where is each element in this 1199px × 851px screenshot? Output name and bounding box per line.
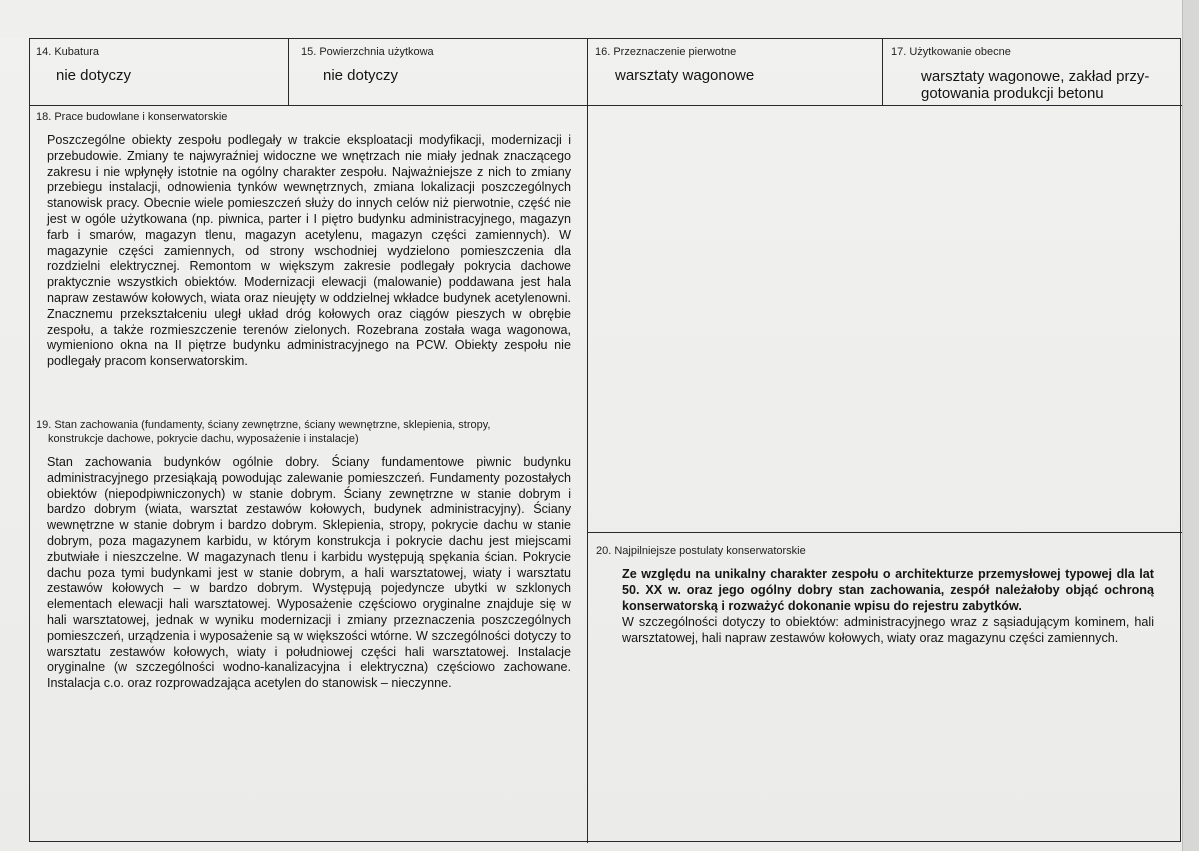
field-uzytkowanie-value: warsztaty wagonowe, zakład przy-gotowania produkcji betonu — [921, 68, 1150, 102]
field-postulaty-text: W szczególności dotyczy to obiektów: administracyjnego wraz z sąsiadującym kominem, hali warsztatowej, hali napraw zestawów kołowych, wiaty oraz magazynu części zamiennych. — [622, 615, 1154, 645]
field-stan-zachowania-label-1: 19. Stan zachowania (fundamenty, ściany zewnętrzne, ściany wewnętrzne, sklepienia, stropy, — [36, 419, 491, 431]
field-prace-budowlane-text: Poszczególne obiekty zespołu podlegały w trakcie eksploatacji modyfikacji, modernizacji i przebudowie. Zmiany te najwyraźniej widoczne we wnętrzach nie miały jednak znaczącego zakresu i nie wpłynęły istotnie na ogólny charakter zespołu. Najważniejsze z nich to zmiany przebiegu instalacji, odnowienia tynków wewnętrznych, zmiana lokalizacji poszczególnych stanowisk pracy. Obecnie wiele pomieszczeń służy do innych celów niż pierwotnie, część nie jest w ogóle użytkowana (np. piwnica, parter i I piętro budynku administracyjnego, magazyn farb i smarów, magazyn tlenu, magazyn acetylenu, magazyn części zamiennych). W magazynie części zamiennych, od strony wschodniej wydzielono pomieszczenia dla rozdzielni elektrycznej. Remontom w większym zakresie podlegały pokrycia dachowe praktycznie wszystkich obiektów. Modernizacji elewacji (malowanie) poddawana jest hala napraw zestawów kołowych, wiata oraz nieujęty w oddzielnej wkładce budynek acetylenowni. Znacznemu przekształceniu uległ układ dróg kołowych oraz ciągów pieszych w obrębie zespołu, a także rozmieszczenie terenów zielonych. Rozebrana została waga wagonowa, wymieniono okna na II piętrze budynku administracyjnego na PCW. Obiekty zespołu nie podlegały pracom konserwatorskim. — [47, 133, 571, 369]
field-kubatura-label: 14. Kubatura — [36, 46, 99, 58]
field-powierzchnia-label: 15. Powierzchnia użytkowa — [301, 46, 434, 58]
form-frame — [29, 38, 1181, 842]
field-przeznaczenie-label: 16. Przeznaczenie pierwotne — [595, 46, 737, 58]
field-prace-budowlane — [30, 106, 587, 406]
page-edge-shadow — [1182, 0, 1199, 851]
field-stan-zachowania — [30, 414, 587, 834]
page-top-margin — [0, 0, 1199, 38]
field-powierzchnia — [289, 39, 587, 105]
field-uzytkowanie-label: 17. Użytkowanie obecne — [891, 46, 1011, 58]
field-prace-budowlane-label: 18. Prace budowlane i konserwatorskie — [36, 111, 228, 123]
field-przeznaczenie-value: warsztaty wagonowe — [615, 67, 755, 84]
field-postulaty-label: 20. Najpilniejsze postulaty konserwatorskie — [596, 545, 806, 557]
field-kubatura-value: nie dotyczy — [56, 67, 132, 84]
field-stan-zachowania-label-2: konstrukcje dachowe, pokrycie dachu, wyposażenie i instalacje) — [48, 433, 359, 445]
field-przeznaczenie — [588, 39, 882, 105]
field-stan-zachowania-text: Stan zachowania budynków ogólnie dobry. Ściany fundamentowe piwnic budynku administracyjnego przesiąkają powodując zalewanie pomieszczeń. Fundamenty pozostałych obiektów (niepodpiwniczonych) w stanie dobrym. Ściany zewnętrzne w stanie dobrym i bardzo dobrym (wiata, warsztat zestawów kołowych, budynek administracyjny). Ściany wewnętrzne w stanie dobrym i bardzo dobrym. Sklepienia, stropy, pokrycie dachu w stanie dobrym, poza magazynem karbidu, w którym konstrukcja i pokrycie dachu jest miejscami zbutwiałe i nieszczelne. W magazynach tlenu i karbidu występują spękania ścian. Pokrycie dachu poza tymi budynkami jest w stanie dobrym, a hali warsztatowej, wiaty i warsztatu zestawów kołowych – w bardzo dobrym. Występują pojedyncze ubytki w szklonych elementach elewacji hali warsztatowej. Wyposażenie częściowo oryginalne znajduje się w hali warsztatowej, jednak w wyniku modernizacji i zmiany przeznaczenia poszczególnych pomieszczeń, urządzenia i wyposażenie są w większości wtórne. W szczególności dotyczy to warsztatu zestawów kołowych, wiaty i południowej części hali warsztatowej. Instalacje oryginalne (w szczególności wodno-kanalizacyjna i elektryczna) częściowo zachowane. Instalacja c.o. oraz rozprowadzająca acetylen do stanowisk – nieczynne. — [47, 455, 571, 691]
field-kubatura — [30, 39, 288, 105]
field-uzytkowanie — [883, 39, 1182, 105]
field-postulaty-bold-text: Ze względu na unikalny charakter zespołu o architekturze przemysłowej typowej dla lat 50. XX w. oraz jego ogólny dobry stan zachowania, zespół należałoby objąć ochroną konserwatorską i rozważyć dokonanie wpisu do rejestru zabytków. — [622, 567, 1154, 613]
field-powierzchnia-value: nie dotyczy — [323, 67, 399, 84]
field-postulaty — [588, 533, 1182, 842]
